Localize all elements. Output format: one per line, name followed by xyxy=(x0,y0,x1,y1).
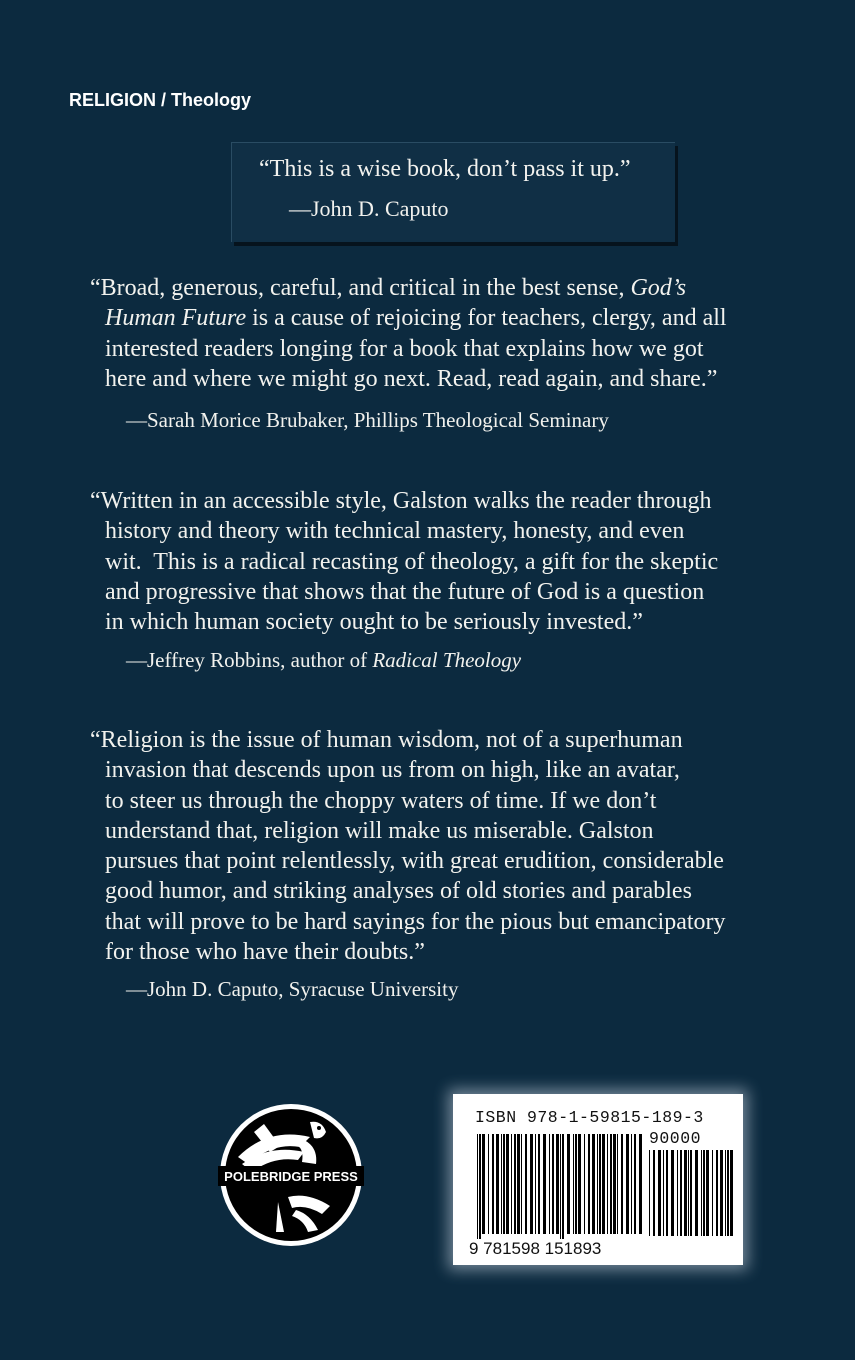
category-label: RELIGION / Theology xyxy=(69,90,252,110)
blurb-line: Human Future is a cause of rejoicing for teachers, clergy, and all xyxy=(105,305,727,332)
featured-quote-box xyxy=(231,142,675,242)
blurb-line: “Written in an accessible style, Galston walks the reader through xyxy=(90,488,712,514)
blurb-line: good humor, and striking analyses of old stories and parables xyxy=(105,878,692,905)
featured-quote-text: “This is a wise book, don’t pass it up.” xyxy=(259,156,631,182)
blurb-line: history and theory with technical mastery, honesty, and even xyxy=(105,518,685,545)
blurb-robbins xyxy=(90,486,718,637)
publisher-logo xyxy=(218,1102,364,1248)
blurb-line: wit. This is a radical recasting of theology, a gift for the skeptic xyxy=(105,548,719,575)
blurb-line: and progressive that shows that the future of God is a question xyxy=(105,578,705,605)
barcode-bars-main xyxy=(477,1134,645,1244)
blurb-attribution: —Sarah Morice Brubaker, Phillips Theological Seminary xyxy=(126,408,609,432)
blurb-attribution: —John D. Caputo, Syracuse University xyxy=(126,977,459,1001)
blurb-line: “Broad, generous, careful, and critical in the best sense, God’s xyxy=(90,275,687,301)
blurb-caputo xyxy=(90,725,726,967)
blurb-line: to steer us through the choppy waters of time. If we don’t xyxy=(105,787,657,814)
blurb-line: in which human society ought to be seriously invested.” xyxy=(105,609,643,636)
blurb-line: “Religion is the issue of human wisdom, not of a superhuman xyxy=(90,727,683,753)
publisher-name: POLEBRIDGE PRESS xyxy=(224,1169,358,1184)
blurb-line: pursues that point relentlessly, with great erudition, considerable xyxy=(105,848,724,875)
ean-number: 9 781598 151893 xyxy=(469,1239,602,1258)
blurb-attribution: —Jeffrey Robbins, author of Radical Theology xyxy=(126,648,522,672)
isbn-number: ISBN 978-1-59815-189-3 xyxy=(475,1108,704,1127)
blurb-brubaker xyxy=(90,273,727,394)
blurb-line: interested readers longing for a book that explains how we got xyxy=(105,335,704,362)
barcode-bars-addon xyxy=(649,1150,737,1246)
featured-quote-attribution: —John D. Caputo xyxy=(289,196,449,221)
blurb-line: here and where we might go next. Read, read again, and share.” xyxy=(105,365,718,392)
blurb-line: that will prove to be hard sayings for the pious but emancipatory xyxy=(105,908,726,935)
blurb-line: invasion that descends upon us from on high, like an avatar, xyxy=(105,757,680,784)
blurb-line: for those who have their doubts.” xyxy=(105,939,425,966)
price-code: 90000 xyxy=(649,1129,702,1148)
blurb-line: understand that, religion will make us miserable. Galston xyxy=(105,817,654,844)
isbn-barcode xyxy=(453,1094,743,1265)
